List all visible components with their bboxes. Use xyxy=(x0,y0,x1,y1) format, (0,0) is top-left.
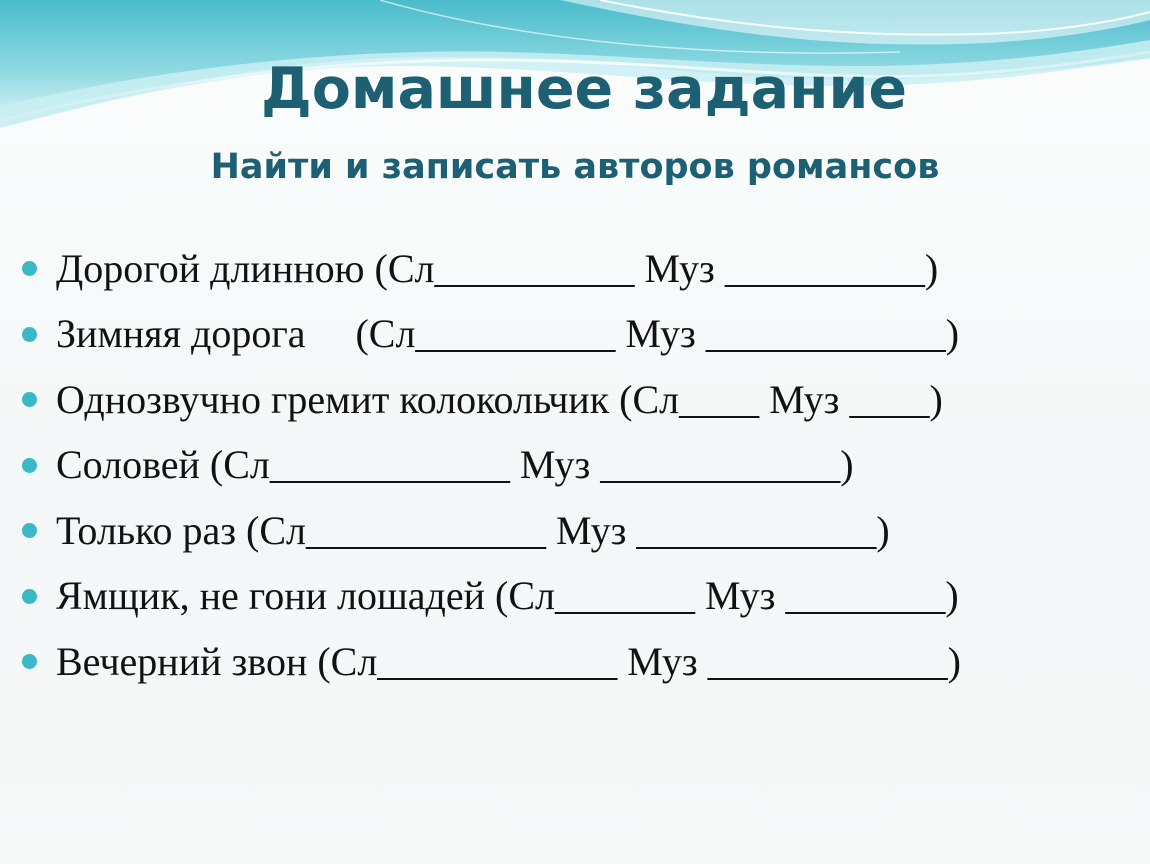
bullet-icon xyxy=(22,327,37,342)
bullet-icon xyxy=(22,523,37,538)
list-item-text: Только раз (Сл____________ Муз ____________) xyxy=(56,507,890,553)
list-item-text: Ямщик, не гони лошадей (Сл_______ Муз ________) xyxy=(56,573,959,619)
bullet-icon xyxy=(22,458,37,473)
list-item xyxy=(22,498,961,564)
slide-subtitle: Найти и записать авторов романсов xyxy=(210,147,940,187)
romance-list xyxy=(22,236,961,695)
list-item-text: Вечерний звон (Сл____________ Муз ____________) xyxy=(56,638,961,684)
list-item-text: Зимняя дорога (Сл__________ Муз ____________) xyxy=(56,311,960,357)
list-item-text: Дорогой длинною (Сл__________ Муз __________) xyxy=(56,245,939,291)
list-item xyxy=(22,433,961,499)
list-item xyxy=(22,367,961,433)
list-item xyxy=(22,302,961,368)
bullet-icon xyxy=(22,261,37,276)
bullet-icon xyxy=(22,392,37,407)
list-item xyxy=(22,236,961,302)
list-item xyxy=(22,629,961,695)
bullet-icon xyxy=(22,589,37,604)
bullet-icon xyxy=(22,654,37,669)
list-item-text: Однозвучно гремит колокольчик (Сл____ Муз ____) xyxy=(56,376,943,422)
list-item xyxy=(22,564,961,630)
list-item-text: Соловей (Сл____________ Муз ____________) xyxy=(56,442,854,488)
slide-title: Домашнее задание xyxy=(260,56,908,122)
